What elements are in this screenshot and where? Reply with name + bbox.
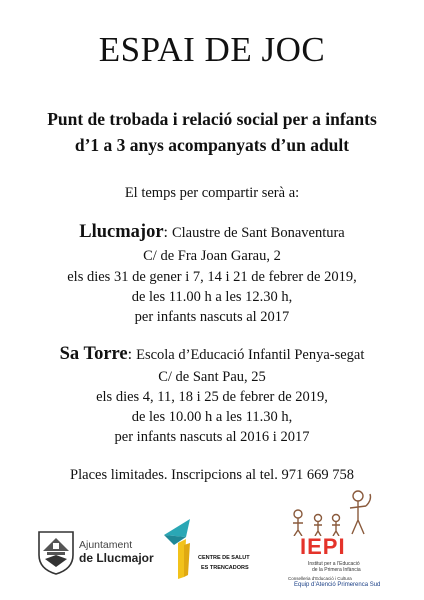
iepi-wordmark: IEPI: [300, 534, 346, 559]
subtitle-line-2: d’1 a 3 anys acompanyats d’un adult: [74, 135, 350, 155]
ajuntament-line2: de Llucmajor: [79, 551, 154, 565]
iepi-logo: [270, 490, 400, 590]
poster-title: ESPAI DE JOC: [98, 30, 326, 69]
iepi-line4: Equip d’Atenció Primerenca Sud: [294, 582, 381, 588]
session-hours: de les 11.00 h a les 12.30 h,: [131, 289, 293, 305]
centre-salut-mark-icon: [160, 515, 200, 581]
ajuntament-shield-icon: [35, 529, 77, 575]
iepi-line2: de la Primera Infància: [312, 567, 361, 573]
session-llucmajor-heading: [0, 220, 424, 245]
session-satorre-heading: [0, 342, 424, 367]
session-dates: els dies 4, 11, 18 i 25 de febrer de 2019,: [96, 389, 328, 405]
centre-salut-logo: [160, 515, 255, 585]
subtitle-line-1: Punt de trobada i relació social per a infants: [47, 109, 377, 129]
session-dates: els dies 31 de gener i 7, 14 i 21 de febrer de 2019,: [67, 269, 357, 285]
session-venue: Claustre de Sant Bonaventura: [171, 225, 345, 241]
session-address: C/ de Fra Joan Garau, 2: [143, 248, 281, 264]
session-place: Llucmajor: [79, 222, 164, 242]
ajuntament-line1: Ajuntament: [79, 539, 133, 551]
session-hours: de les 10.00 h a les 11.30 h,: [131, 409, 293, 425]
session-audience: per infants nascuts al 2017: [134, 309, 290, 325]
centre-salut-line2: ES TRENCADORS: [201, 565, 249, 571]
ajuntament-logo: [35, 525, 165, 575]
session-venue: Escola d’Educació Infantil Penya-segat: [136, 347, 365, 363]
session-separator: :: [127, 346, 137, 363]
registration-note: Places limitades. Inscripcions al tel. 971 669 758: [70, 467, 354, 483]
centre-salut-line1: CENTRE DE SALUT: [198, 555, 250, 561]
session-audience: per infants nascuts al 2016 i 2017: [114, 429, 310, 445]
iepi-line1: Institut per a l’Educació: [308, 561, 360, 567]
iepi-line3: Conselleria d’Educació i Cultura: [288, 576, 352, 581]
session-place: Sa Torre: [59, 344, 128, 364]
session-address: C/ de Sant Pau, 25: [158, 369, 266, 385]
iepi-figures-icon: [284, 490, 384, 536]
session-separator: :: [163, 224, 172, 241]
intro-text: El temps per compartir serà a:: [124, 185, 300, 201]
